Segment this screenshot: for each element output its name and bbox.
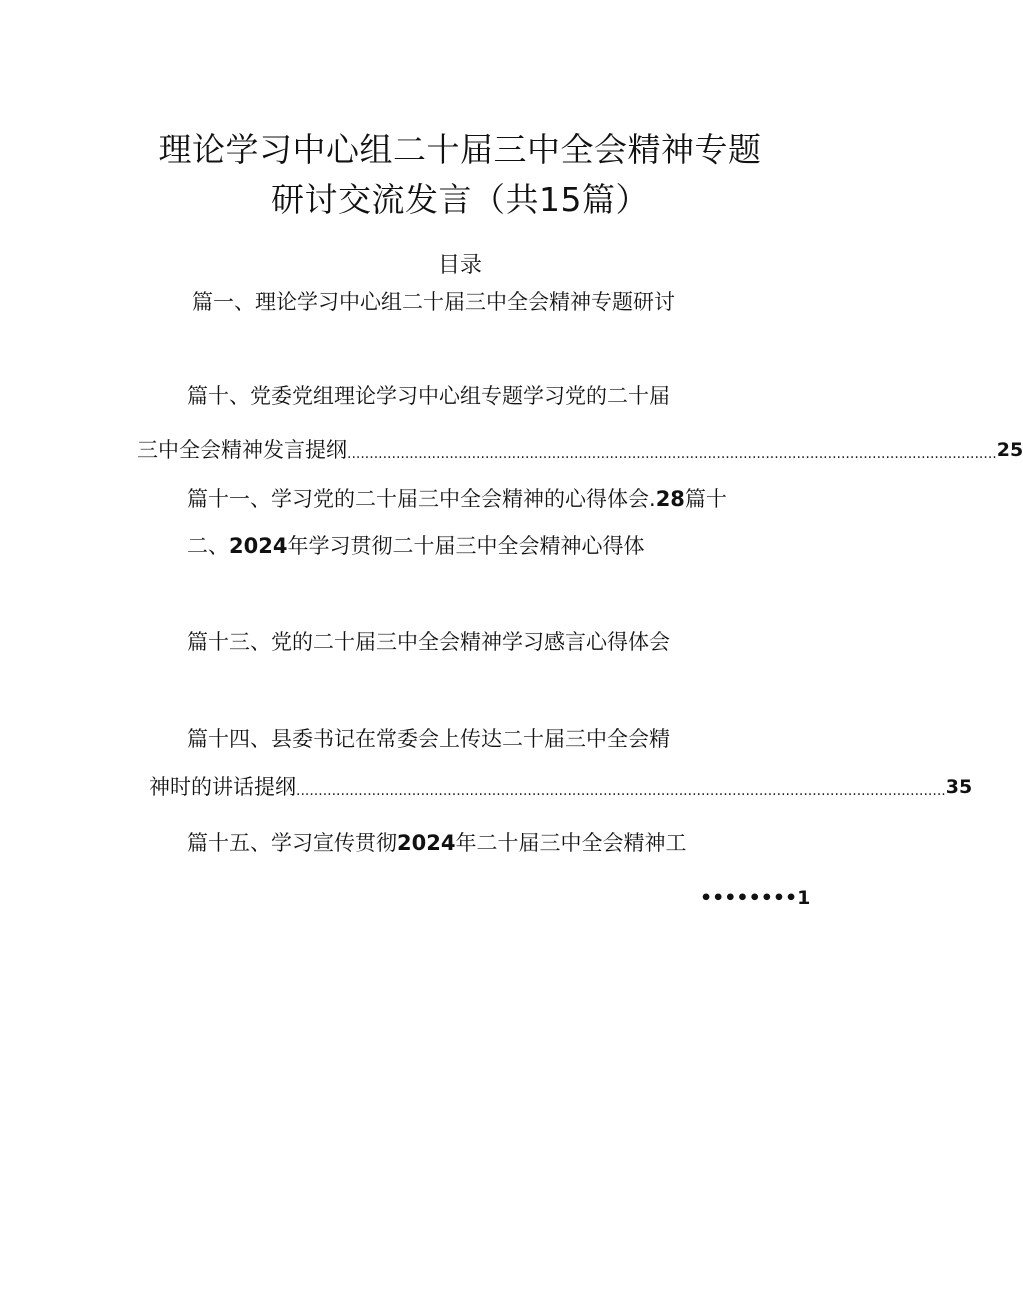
toc-entry-12-prefix: 篇十 [684,487,727,511]
toc-entry-15-text-b: 年二十届三中全会精神工 [455,831,687,855]
toc-leader-dots: .................................................................................................................................................. [347,446,997,462]
toc-entry-1[interactable]: 篇一、理论学习中心组二十届三中全会精神专题研讨 [192,290,675,314]
toc-leader-dots: •••••••• [700,887,798,909]
toc-page-number: 25 [996,439,1023,461]
toc-entry-12-line-2[interactable] [187,532,644,560]
toc-leader-dots: .................................................................................................................................................. [296,783,946,799]
toc-page-number: 1 [797,887,811,909]
toc-entry-15-line-2[interactable] [700,884,810,912]
toc-entry-11-text: 篇十一、学习党的二十届三中全会精神的心得体会. [187,487,656,511]
toc-page-number: 28 [655,487,685,511]
toc-entry-10-line-1[interactable]: 篇十、党委党组理论学习中心组专题学习党的二十届 [187,384,670,408]
toc-entry-13[interactable]: 篇十三、党的二十届三中全会精神学习感言心得体会 [187,630,670,654]
toc-entry-11-line-1[interactable] [187,485,727,513]
toc-entry-12-text: 年学习贯彻二十届三中全会精神心得体 [287,534,645,558]
toc-year-number: 2024 [229,534,288,558]
toc-entry-14-text: 神时的讲话提纲 [149,775,296,799]
toc-entry-14-line-1[interactable]: 篇十四、县委书记在常委会上传达二十届三中全会精 [187,727,670,751]
toc-entry-15-text-a: 篇十五、学习宣传贯彻 [187,831,397,855]
toc-entry-14-line-2[interactable] [149,773,973,801]
toc-entry-10-line-2[interactable] [137,436,1023,464]
toc-entry-10-text: 三中全会精神发言提纲 [137,438,347,462]
toc-entry-15-line-1[interactable] [187,829,686,857]
toc-heading: 目录 [437,253,482,278]
document-title-line-2: 研讨交流发言（共15篇） [271,180,649,219]
toc-page-number: 35 [945,776,973,798]
toc-year-number: 2024 [397,831,456,855]
toc-entry-12-prefix-2: 二、 [187,534,229,558]
document-title-line-1: 理论学习中心组二十届三中全会精神专题 [158,130,762,169]
